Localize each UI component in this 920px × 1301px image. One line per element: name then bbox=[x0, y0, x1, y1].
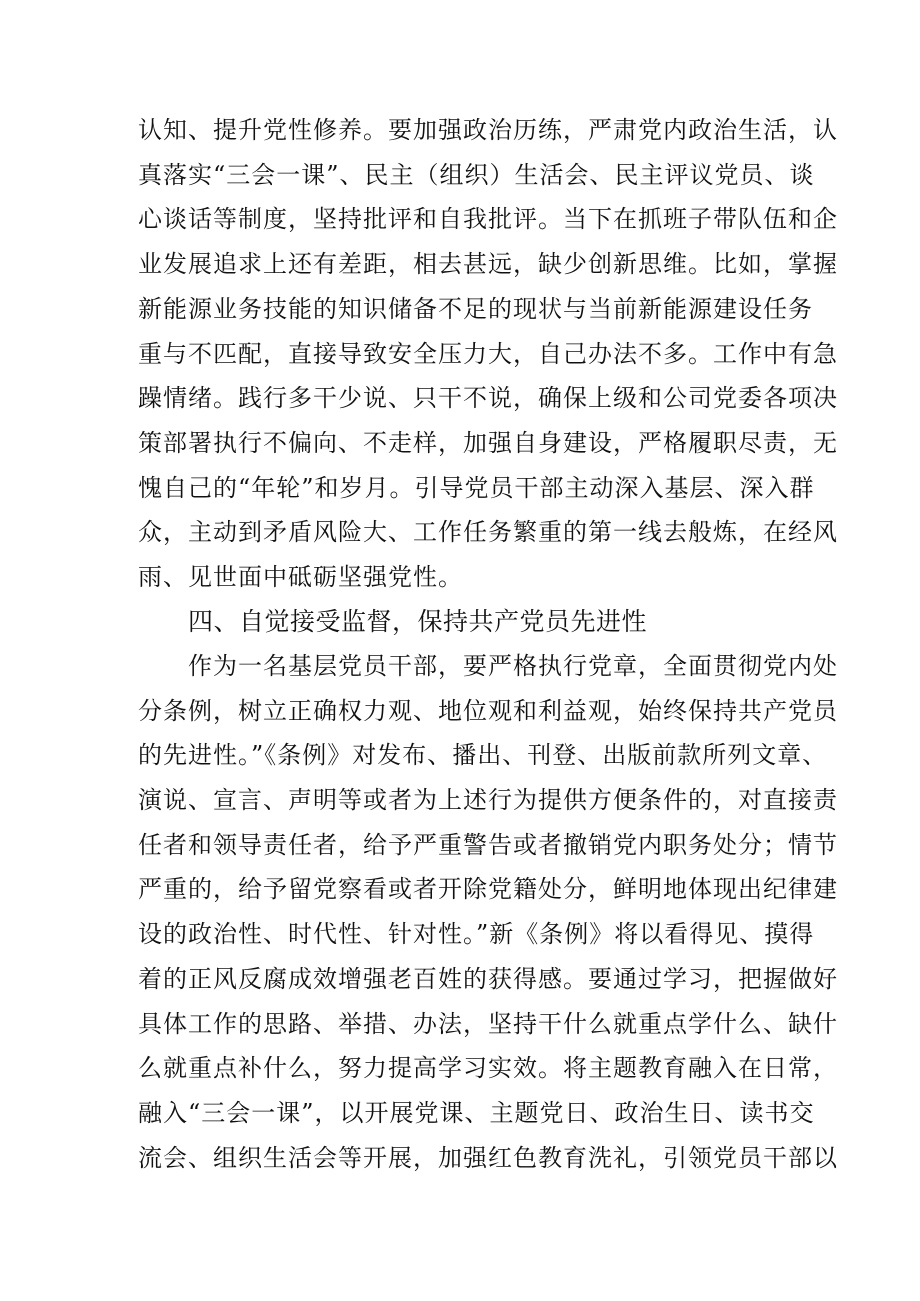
paragraph-1-line-5: 新能源业务技能的知识储备不足的现状与当前新能源建设任务 bbox=[138, 295, 813, 323]
paragraph-2-line-3: 的先进性。”《条例》对发布、播出、刊登、出版前款所列文章、 bbox=[138, 741, 828, 769]
paragraph-2-line-8: 着的正风反腐成效增强老百姓的获得感。要通过学习，把握做好 bbox=[138, 965, 838, 993]
paragraph-2-line-4: 演说、宣言、声明等或者为上述行为提供方便条件的，对直接责 bbox=[138, 786, 838, 814]
paragraph-2-line-1: 作为一名基层党员干部，要严格执行党章，全面贯彻党内处 bbox=[188, 652, 838, 680]
paragraph-1-line-10: 众，主动到矛盾风险大、工作任务繁重的第一线去般炼，在经风 bbox=[138, 518, 838, 546]
paragraph-1-line-8: 策部署执行不偏向、不走样，加强自身建设，严格履职尽责，无 bbox=[138, 429, 838, 457]
paragraph-2-line-6: 严重的，给予留党察看或者开除党籍处分，鲜明地体现出纪律建 bbox=[138, 875, 838, 903]
paragraph-1-line-1: 认知、提升党性修养。要加强政治历练，严肃党内政治生活，认 bbox=[138, 116, 838, 144]
paragraph-2-line-12: 流会、组织生活会等开展，加强红色教育洗礼，引领党员干部以 bbox=[138, 1144, 838, 1172]
paragraph-2-line-10: 么就重点补什么，努力提高学习实效。将主题教育融入在日常， bbox=[138, 1054, 838, 1082]
paragraph-1-line-2: 真落实“三会一课”、民主（组织）生活会、民主评议党员、谈 bbox=[138, 161, 815, 189]
paragraph-1-line-11: 雨、见世面中砥砺坚强党性。 bbox=[138, 563, 463, 591]
paragraph-1-line-9: 愧自己的“年轮”和岁月。引导党员干部主动深入基层、深入群 bbox=[138, 474, 815, 502]
paragraph-2-line-7: 设的政治性、时代性、针对性。”新《条例》将以看得见、摸得 bbox=[138, 920, 815, 948]
paragraph-1-line-6: 重与不匹配，直接导致安全压力大，自己办法不多。工作中有急 bbox=[138, 340, 838, 368]
paragraph-1-line-7: 躁情绪。践行多干少说、只干不说，确保上级和公司党委各项决 bbox=[138, 384, 838, 412]
paragraph-2-line-11: 融入“三会一课”，以开展党课、主题党日、政治生日、读书交 bbox=[138, 1099, 815, 1127]
paragraph-1-line-3: 心谈话等制度，坚持批评和自我批评。当下在抓班子带队伍和企 bbox=[138, 205, 838, 233]
paragraph-2-line-5: 任者和领导责任者，给予严重警告或者撤销党内职务处分；情节 bbox=[138, 831, 838, 859]
paragraph-1-line-4: 业发展追求上还有差距，相去甚远，缺少创新思维。比如，掌握 bbox=[138, 250, 838, 278]
paragraph-2-line-9: 具体工作的思路、举措、办法，坚持干什么就重点学什么、缺什 bbox=[138, 1010, 838, 1038]
paragraph-2-line-2: 分条例，树立正确权力观、地位观和利益观，始终保持共产党员 bbox=[138, 697, 838, 725]
section-heading: 四、自觉接受监督，保持共产党员先进性 bbox=[188, 607, 648, 636]
